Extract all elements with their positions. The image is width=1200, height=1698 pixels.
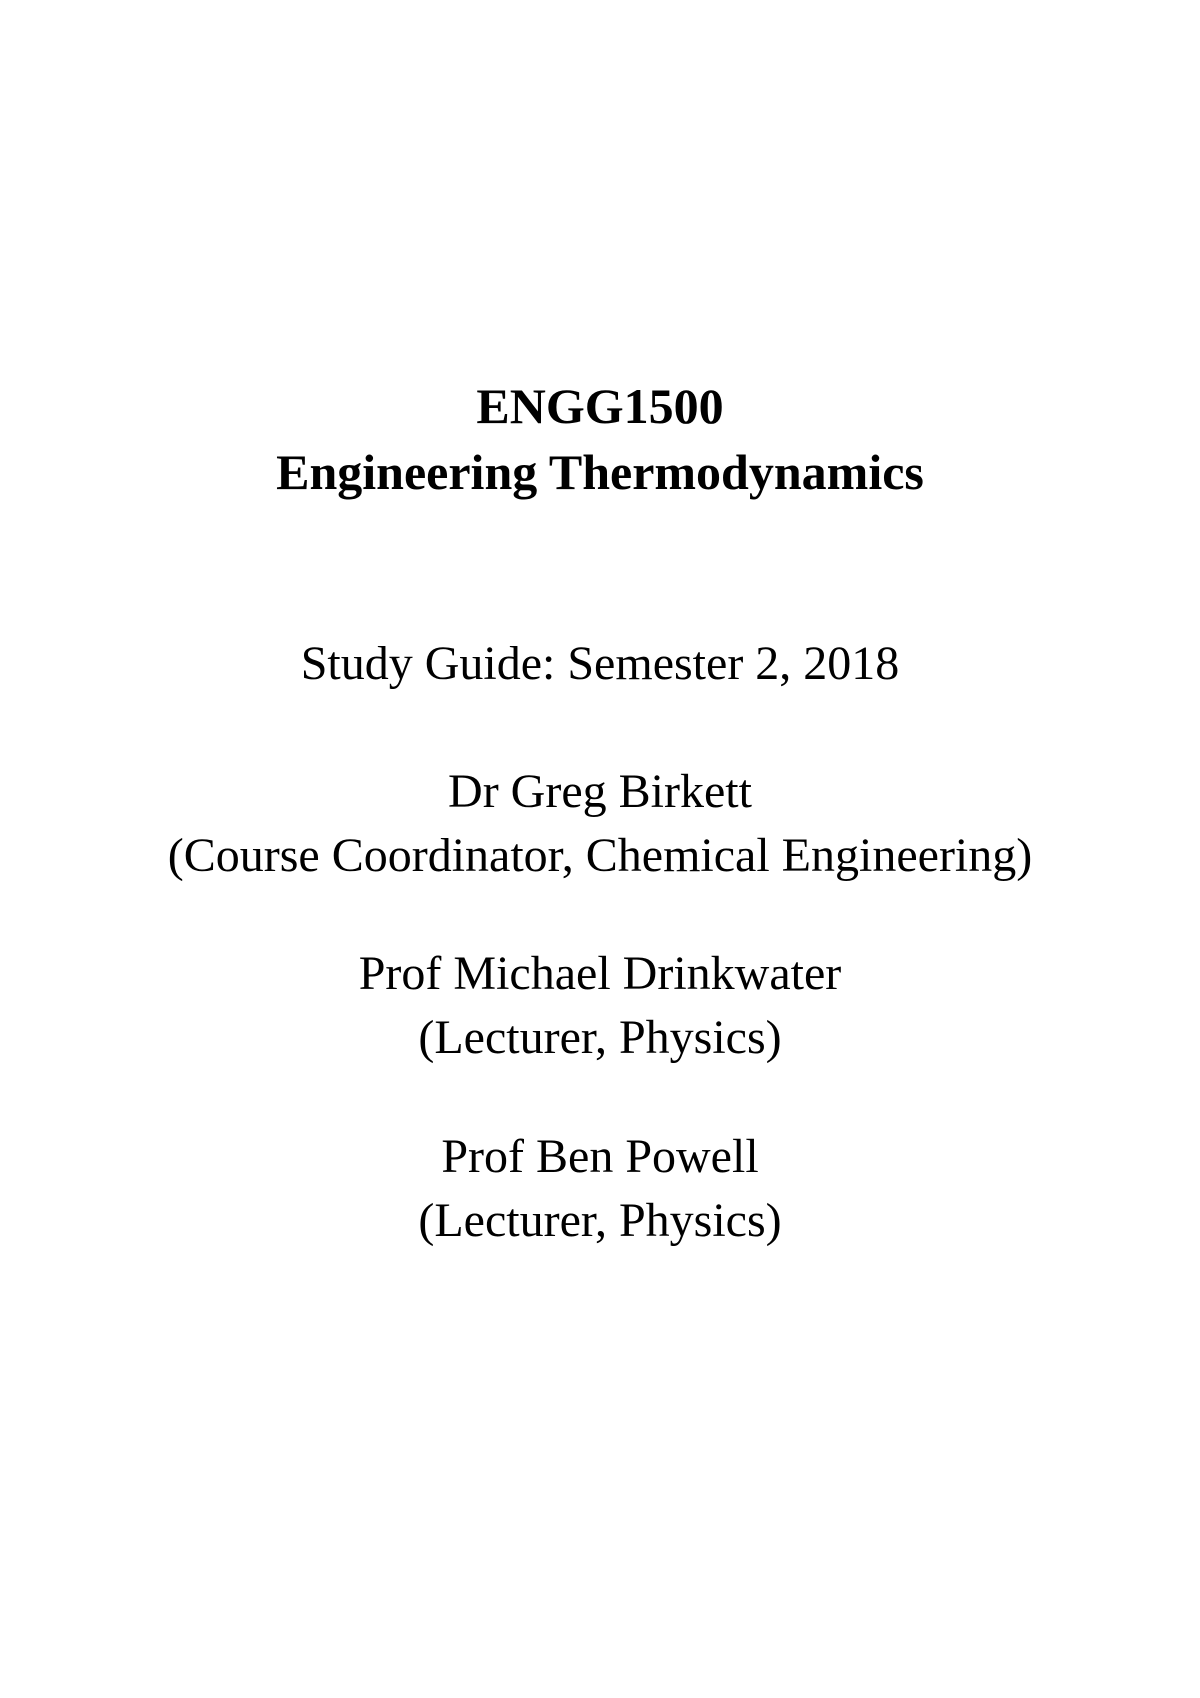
- lecturer-name: Prof Ben Powell: [441, 1130, 759, 1183]
- study-guide-semester: Study Guide: Semester 2, 2018: [300, 637, 900, 690]
- course-code: ENGG1500: [476, 378, 724, 434]
- coordinator-name: Dr Greg Birkett: [448, 765, 752, 818]
- lecturer-role: (Lecturer, Physics): [418, 1011, 782, 1064]
- lecturer-role: (Lecturer, Physics): [418, 1194, 782, 1247]
- coordinator-role: (Course Coordinator, Chemical Engineering): [167, 829, 1033, 882]
- lecturer-name: Prof Michael Drinkwater: [358, 947, 842, 1000]
- course-title: Engineering Thermodynamics: [276, 444, 924, 500]
